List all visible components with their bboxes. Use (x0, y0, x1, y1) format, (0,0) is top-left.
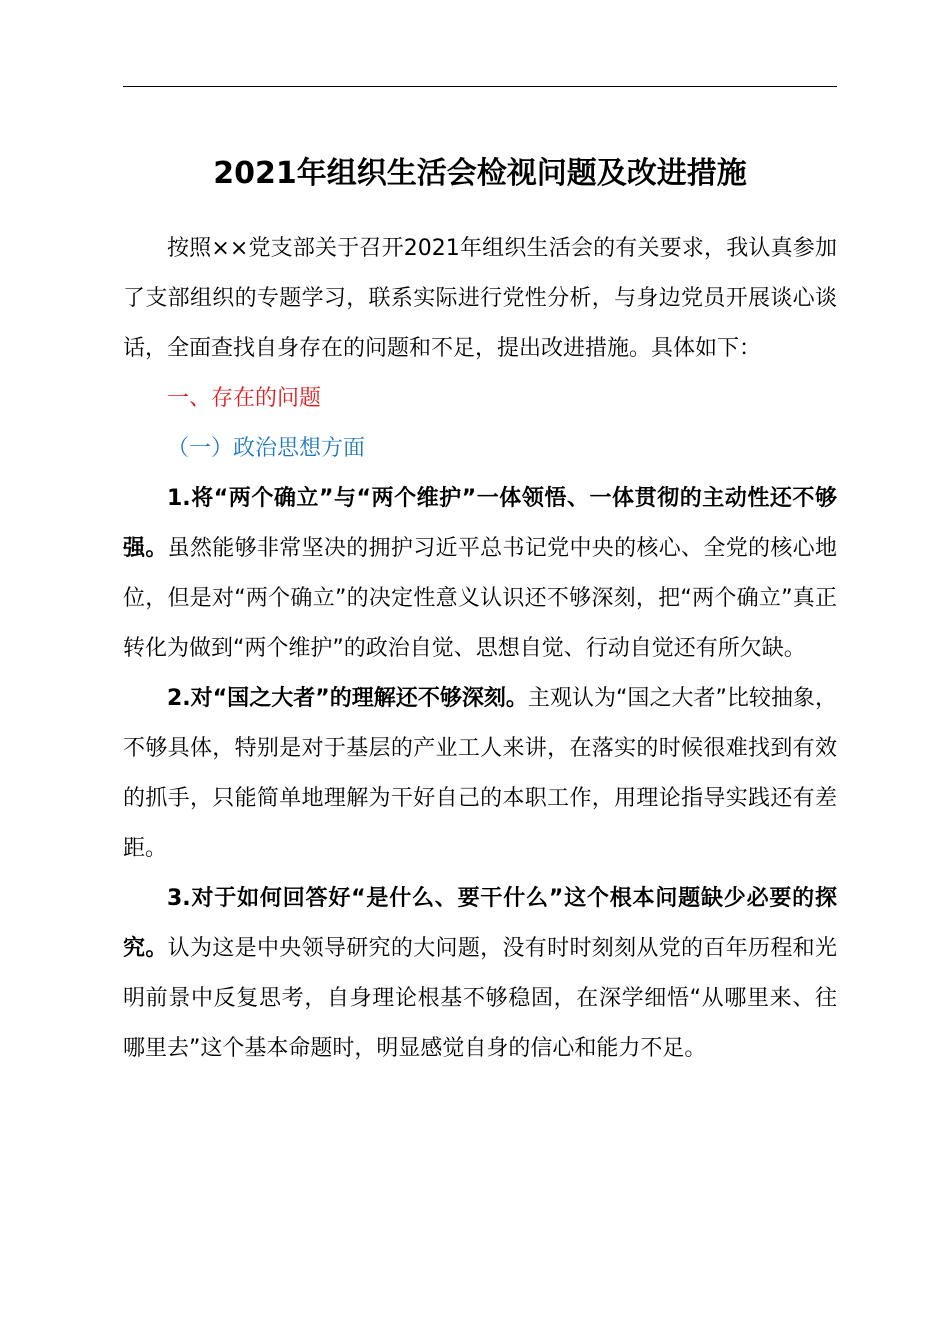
problem-item-2-body: 主观认为“国之大者”比较抽象，不够具体，特别是对于基层的产业工人来讲，在落实的时候很难找到有效的抓手，只能简单地理解为干好自己的本职工作，用理论指导实践还有差距。 (123, 686, 837, 861)
document-body (123, 224, 837, 1074)
problem-item-3-body: 认为这是中央领导研究的大问题，没有时时刻刻从党的百年历程和光明前景中反复思考，自身理论根基不够稳固，在深学细悟“从哪里来、往哪里去”这个基本命题时，明显感觉自身的信心和能力不足。 (123, 936, 837, 1061)
problem-item-1-body: 虽然能够非常坚决的拥护习近平总书记党中央的核心、全党的核心地位，但是对“两个确立”的决定性意义认识还不够深刻，把“两个确立”真正转化为做到“两个维护”的政治自觉、思想自觉、行动自觉还有所欠缺。 (123, 536, 837, 661)
problem-item-3 (123, 874, 837, 1074)
problem-item-1-lead: 1.将“两个确立”与“两个维护”一体领悟、一体贯彻的主动性还不够强。 (123, 486, 837, 561)
problem-item-2-lead: 2.对“国之大者”的理解还不够深刻。 (167, 686, 528, 711)
subsection-heading-political: （一）政治思想方面 (167, 436, 366, 461)
problem-item-1 (123, 474, 837, 674)
section-heading-problems: 一、存在的问题 (167, 386, 322, 411)
header-rule (123, 86, 837, 87)
problem-item-2 (123, 674, 837, 874)
document-title: 2021年组织生活会检视问题及改进措施 (213, 156, 747, 191)
intro-paragraph: 按照××党支部关于召开2021年组织生活会的有关要求，我认真参加了支部组织的专题学习，联系实际进行党性分析，与身边党员开展谈心谈话，全面查找自身存在的问题和不足，提出改进措施。具体如下： (123, 236, 837, 361)
problem-item-3-lead: 3.对于如何回答好“是什么、要干什么”这个根本问题缺少必要的探究。 (123, 886, 837, 961)
